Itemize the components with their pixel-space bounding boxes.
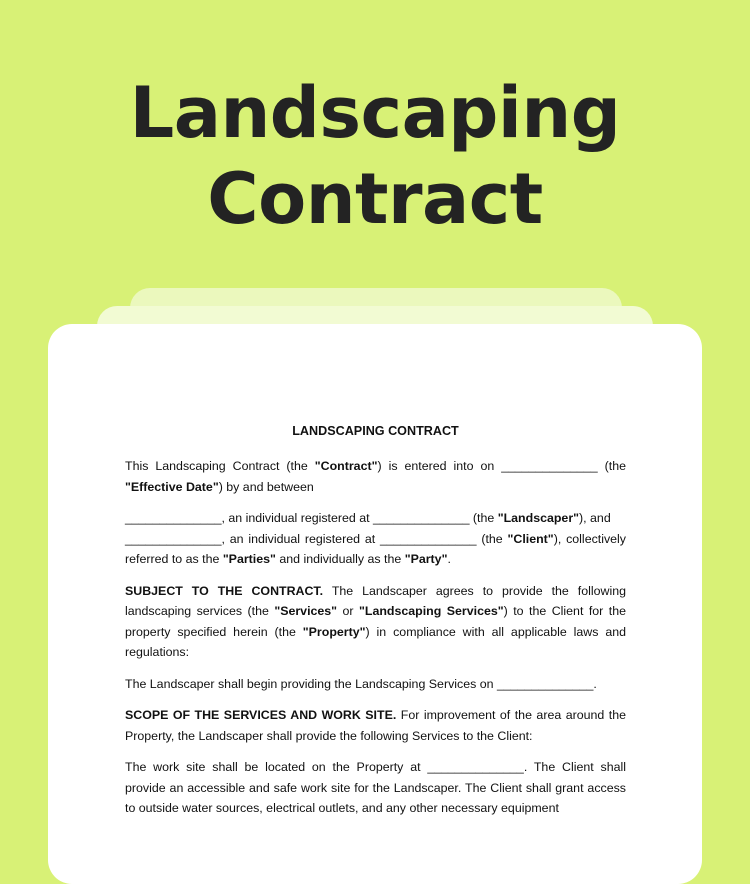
landscaping-services-term: "Landscaping Services" <box>359 604 504 618</box>
landscaper-text-1: ______________, an individual registered at ______________ (the <box>125 511 498 525</box>
work-site-paragraph: The work site shall be located on the Property at ______________. The Client shall provide an accessible and safe work site for the Landscaper. The Client shall grant access to outside water sources, electrical outlets, and any other necessary equipment <box>125 760 626 815</box>
hero-title-line-2: Contract <box>207 158 543 240</box>
intro-text-1: This Landscaping Contract (the <box>125 459 315 473</box>
landscaper-party-paragraph <box>125 508 626 529</box>
client-text-1: ______________, an individual registered at ______________ (the <box>125 531 508 546</box>
hero-title-line-1: Landscaping <box>129 72 621 154</box>
intro-term-contract: "Contract" <box>314 459 378 473</box>
intro-paragraph <box>125 456 626 497</box>
document-body <box>125 421 626 830</box>
subject-text-3: ) to the Client for the property specified herein (the <box>125 604 627 639</box>
landscaper-term: "Landscaper" <box>497 511 580 525</box>
client-party-paragraph <box>125 529 626 570</box>
scope-paragraph <box>125 705 626 746</box>
property-term: "Property" <box>302 624 366 639</box>
scope-text: For improvement of the area around the Property, the Landscaper shall provide the following Services to the Client: <box>125 708 626 743</box>
subject-heading: SUBJECT TO THE CONTRACT. <box>125 583 324 598</box>
parties-term: "Parties" <box>222 552 276 566</box>
subject-text-4: ) in compliance with all applicable laws and regulations: <box>125 624 627 659</box>
subject-text-2: or <box>337 604 360 618</box>
landscaper-text-2: ), and <box>579 511 611 525</box>
hero-title <box>0 70 750 242</box>
intro-text-2: ) is entered into on ______________ (the <box>377 459 626 473</box>
scope-heading: SCOPE OF THE SERVICES AND WORK SITE. <box>125 708 397 722</box>
intro-text-3: ) by and between <box>218 479 314 494</box>
client-text-3: and individually as the <box>275 552 405 566</box>
intro-term-effective-date: "Effective Date" <box>125 479 219 494</box>
start-date-paragraph: The Landscaper shall begin providing the Landscaping Services on ______________. <box>125 676 597 691</box>
client-term: "Client" <box>507 531 554 546</box>
subject-paragraph <box>125 581 626 663</box>
services-term: "Services" <box>274 604 338 618</box>
subject-text-1: The Landscaper agrees to provide the following landscaping services (the <box>125 583 626 618</box>
party-term: "Party" <box>404 552 448 566</box>
client-text-2: ), collectively referred to as the <box>125 531 627 566</box>
document-title: LANDSCAPING CONTRACT <box>292 424 459 438</box>
client-text-4: . <box>447 552 451 566</box>
